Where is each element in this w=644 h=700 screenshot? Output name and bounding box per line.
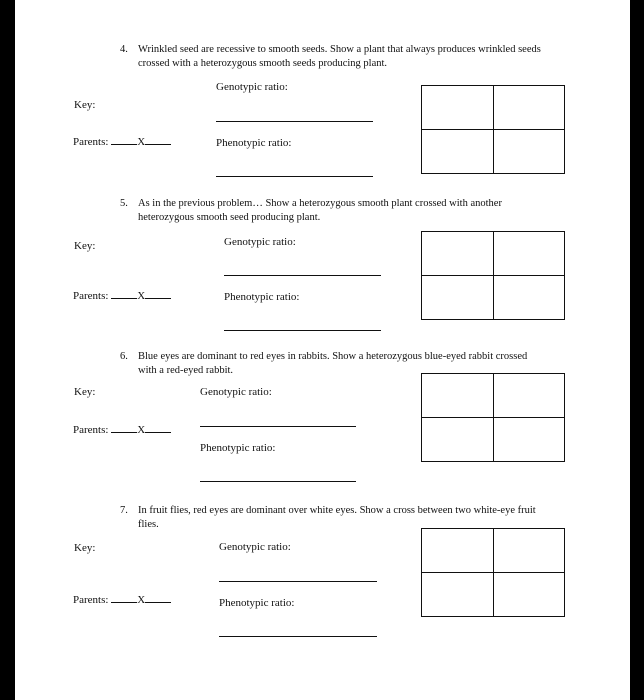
- problem-text: Wrinkled seed are recessive to smooth seeds. Show a plant that always produces wrinkled seeds crossed with a heterozygous smooth seeds producing plant.: [138, 44, 541, 69]
- punnett-square[interactable]: [421, 85, 565, 174]
- problem-text: Blue eyes are dominant to red eyes in rabbits. Show a heterozygous blue-eyed rabbit crossed with a red-eyed rabbit.: [138, 351, 528, 376]
- parents-label: Parents:: [73, 424, 109, 436]
- problem-number: 4.: [120, 44, 128, 55]
- genotypic-answer-line[interactable]: [219, 581, 377, 582]
- cross-symbol: X: [137, 594, 146, 606]
- genotypic-answer-line[interactable]: [216, 121, 373, 122]
- genotypic-ratio-label: Genotypic ratio:: [224, 236, 296, 248]
- phenotypic-ratio-label: Phenotypic ratio:: [224, 291, 300, 303]
- problem-number: 5.: [120, 198, 128, 209]
- problem-number: 7.: [120, 505, 128, 516]
- parents-row: [73, 423, 171, 436]
- phenotypic-ratio-label: Phenotypic ratio:: [200, 442, 276, 454]
- parent-2-blank[interactable]: [145, 289, 171, 299]
- worksheet-page: [15, 0, 630, 700]
- cross-symbol: X: [137, 290, 146, 302]
- key-label: Key:: [74, 542, 96, 554]
- parent-1-blank[interactable]: [111, 135, 137, 145]
- parents-label: Parents:: [73, 594, 109, 606]
- problem-text: As in the previous problem… Show a heterozygous smooth plant crossed with another heterozygous smooth seed producing plant.: [138, 198, 502, 223]
- key-label: Key:: [74, 99, 96, 111]
- cross-symbol: X: [137, 136, 146, 148]
- parent-1-blank[interactable]: [111, 423, 137, 433]
- parents-label: Parents:: [73, 136, 109, 148]
- genotypic-ratio-label: Genotypic ratio:: [219, 541, 291, 553]
- problem-number: 6.: [120, 351, 128, 362]
- parent-1-blank[interactable]: [111, 289, 137, 299]
- phenotypic-answer-line[interactable]: [219, 636, 377, 637]
- problem-5: [120, 197, 550, 227]
- parents-row: [73, 593, 171, 606]
- problem-4: [120, 43, 550, 73]
- parent-2-blank[interactable]: [145, 135, 171, 145]
- phenotypic-answer-line[interactable]: [216, 176, 373, 177]
- parents-row: [73, 135, 171, 148]
- phenotypic-ratio-label: Phenotypic ratio:: [219, 597, 295, 609]
- parent-2-blank[interactable]: [145, 423, 171, 433]
- phenotypic-answer-line[interactable]: [200, 481, 356, 482]
- parents-row: [73, 289, 171, 302]
- punnett-square[interactable]: [421, 373, 565, 462]
- genotypic-ratio-label: Genotypic ratio:: [200, 386, 272, 398]
- punnett-square[interactable]: [421, 528, 565, 617]
- phenotypic-ratio-label: Phenotypic ratio:: [216, 137, 292, 149]
- problem-text: In fruit flies, red eyes are dominant over white eyes. Show a cross between two white-eye fruit flies.: [138, 505, 536, 530]
- genotypic-ratio-label: Genotypic ratio:: [216, 81, 288, 93]
- parents-label: Parents:: [73, 290, 109, 302]
- key-label: Key:: [74, 386, 96, 398]
- punnett-square[interactable]: [421, 231, 565, 320]
- genotypic-answer-line[interactable]: [224, 275, 381, 276]
- genotypic-answer-line[interactable]: [200, 426, 356, 427]
- cross-symbol: X: [137, 424, 146, 436]
- phenotypic-answer-line[interactable]: [224, 330, 381, 331]
- parent-2-blank[interactable]: [145, 593, 171, 603]
- parent-1-blank[interactable]: [111, 593, 137, 603]
- key-label: Key:: [74, 240, 96, 252]
